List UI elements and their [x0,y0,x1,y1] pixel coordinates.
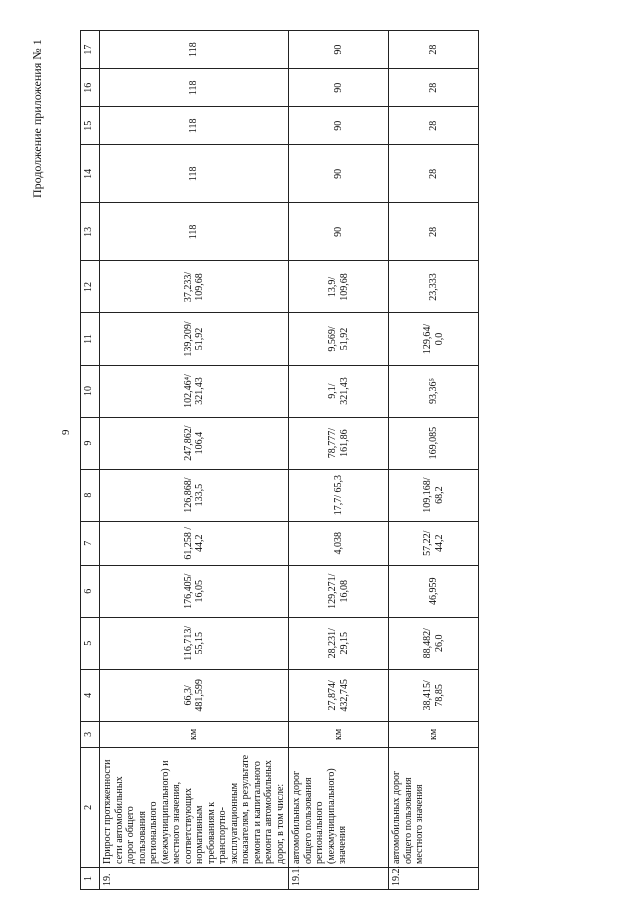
value-cell: 93,36⁵ [389,365,479,417]
page-number: 9 [60,429,72,435]
value-cell: 13,9/ 109,68 [289,261,389,313]
value-cell: 66,3/ 481,599 [100,669,289,721]
rotated-table-wrapper [80,30,470,890]
col-header: 15 [81,107,100,145]
col-header: 7 [81,521,100,565]
col-header: 12 [81,261,100,313]
table-row [100,31,289,890]
value-cell: 28 [389,107,479,145]
value-cell: 90 [289,145,389,203]
value-cell: 109,168/ 68,2 [389,469,479,521]
value-cell: 90 [289,203,389,261]
value-cell: 116,713/ 55,15 [100,617,289,669]
value-cell: 176,405/ 16,05 [100,565,289,617]
value-cell: 90 [289,69,389,107]
value-cell: 17,7/ 65,3 [289,469,389,521]
col-header: 16 [81,69,100,107]
col-header: 3 [81,721,100,747]
value-cell: 28 [389,145,479,203]
value-cell: 118 [100,69,289,107]
row-label: автомобильных дорог общего пользования регионального (межмуниципального) значения [289,747,389,867]
value-cell: 23,333 [389,261,479,313]
value-cell: 78,777/ 161,86 [289,417,389,469]
row-label: автомобильных дорог общего пользования местного значения [389,747,479,867]
value-cell: 129,271/ 16,08 [289,565,389,617]
value-cell: 28 [389,69,479,107]
value-cell: 88,482/ 26,0 [389,617,479,669]
col-header: 6 [81,565,100,617]
value-cell: 9,1/ 321,43 [289,365,389,417]
value-cell: 27,874/ 432,745 [289,669,389,721]
header-row [81,31,100,890]
unit-cell: км [289,721,389,747]
indicator-table [80,30,479,890]
col-header: 13 [81,203,100,261]
value-cell: 46,959 [389,565,479,617]
value-cell: 28,231/ 29,15 [289,617,389,669]
table-row [389,31,479,890]
col-header: 2 [81,747,100,867]
value-cell: 4,038 [289,521,389,565]
value-cell: 102,46⁴/ 321,43 [100,365,289,417]
col-header: 10 [81,365,100,417]
value-cell: 129,64/ 0,0 [389,313,479,365]
value-cell: 118 [100,145,289,203]
table-row [289,31,389,890]
value-cell: 90 [289,107,389,145]
value-cell: 90 [289,31,389,69]
col-header: 1 [81,867,100,889]
header-note: Продолжение приложения № 1 [30,39,44,198]
col-header: 8 [81,469,100,521]
col-header: 11 [81,313,100,365]
value-cell: 169,085 [389,417,479,469]
row-number: 19. [100,867,289,889]
value-cell: 57,22/ 44,2 [389,521,479,565]
col-header: 4 [81,669,100,721]
value-cell: 28 [389,203,479,261]
unit-cell: км [389,721,479,747]
value-cell: 139,209/ 51,92 [100,313,289,365]
col-header: 14 [81,145,100,203]
row-number: 19.1. [289,867,389,889]
value-cell: 126,868/ 133,5 [100,469,289,521]
value-cell: 9,569/ 51,92 [289,313,389,365]
value-cell: 38,415/ 78,85 [389,669,479,721]
value-cell: 118 [100,203,289,261]
value-cell: 37,233/ 109,68 [100,261,289,313]
value-cell: 247,862/ 106,4 [100,417,289,469]
row-number: 19.2. [389,867,479,889]
value-cell: 61,258 / 44,2 [100,521,289,565]
value-cell: 118 [100,31,289,69]
unit-cell: км [100,721,289,747]
value-cell: 118 [100,107,289,145]
row-label: Прирост протяженности сети автомобильных дорог общего пользования регионального (межмуниципального) и местного значения, соответствующих нормативным требованиям к транспортно-эксплуатационным показателям, в результате ремонта и капитального ремонта автомобильных дорог, в том числе: [100,747,289,867]
col-header: 17 [81,31,100,69]
value-cell: 28 [389,31,479,69]
col-header: 9 [81,417,100,469]
col-header: 5 [81,617,100,669]
